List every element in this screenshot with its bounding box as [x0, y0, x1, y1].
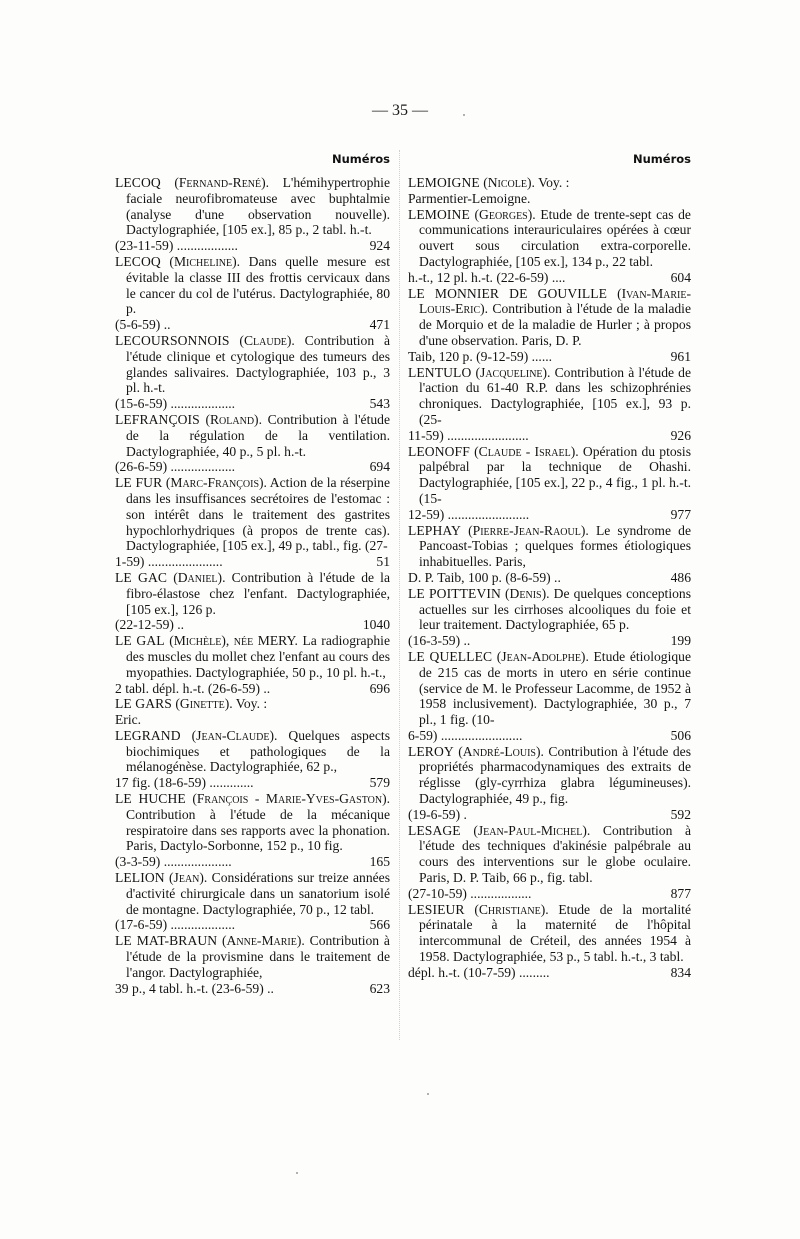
bibliography-entry — [408, 744, 691, 823]
bibliography-entry — [115, 728, 390, 791]
entry-title: Contribution à l'étude des techniques d'akinésie palpébrale au cours des interventions sur le globe oculaire. Paris, D. P. Taib, 66 p., fig. tabl. — [419, 822, 692, 886]
author-surname: LE MAT-BRAUN — [115, 933, 218, 949]
entry-date: Eric. — [115, 712, 142, 728]
entry-date: 17 fig. (18-6-59) ............. — [115, 775, 254, 791]
entry-date: Taib, 120 p. (9-12-59) ...... — [408, 348, 553, 364]
entry-list — [408, 175, 691, 981]
author-surname: LEROY — [408, 743, 454, 759]
author-surname: LEMOIGNE — [408, 175, 480, 190]
entry-date: 11-59) ........................ — [408, 427, 529, 443]
bibliography-entry — [115, 254, 390, 333]
entry-number: 694 — [369, 459, 390, 475]
author-given-names: (Jean-Adolphe). — [496, 648, 589, 664]
entry-title: L'hémihypertrophie faciale neurofibromateuse avec buphtalmie (analyse d'une observation nouvelle). Dactylographiée, [105 ex.], 85 p., 2 tabl. h.-t. — [126, 175, 390, 238]
entry-title: Le syndrome de Pancoast-Tobias ; quelques formes étiologiques inhabituelles. Paris, — [419, 522, 692, 570]
entry-date: dépl. h.-t. (10-7-59) ......... — [408, 964, 550, 980]
print-speck — [296, 1172, 298, 1174]
entry-title: Contribution à l'étude de la régulation de la ventilation. Dactylographiée, 40 p., 5 pl. h.-t. — [126, 411, 390, 459]
entry-title: Contribution à l'étude de l'action du 61-40 R.P. dans les schizophrénies chroniques. Dactylographiée, [105 ex.], 93 p. (25- — [419, 364, 691, 427]
author-given-names: (Marc-François). — [165, 475, 267, 491]
entry-number: 924 — [369, 238, 390, 254]
author-given-names: (Ginette). — [175, 696, 233, 712]
entry-number: 579 — [369, 775, 390, 791]
bibliography-entry — [115, 412, 390, 475]
column-header: Numéros — [331, 152, 390, 166]
author-given-names: (Christiane). — [474, 901, 549, 917]
page-number: — 35 — — [372, 102, 428, 119]
author-given-names: (André-Louis). — [458, 743, 544, 759]
entry-number: 165 — [369, 854, 390, 870]
author-surname: LECOURSONNOIS — [115, 332, 230, 348]
author-given-names: (Jean-Claude). — [191, 727, 278, 743]
entry-number: 471 — [369, 317, 390, 333]
author-given-names: (Ivan-Marie-Louis-Eric). — [419, 285, 692, 317]
author-surname: LE MONNIER DE GOUVILLE — [408, 285, 608, 301]
author-given-names: (Jacqueline). — [475, 364, 551, 380]
bibliography-entry — [408, 586, 691, 649]
entry-title: Contribution à l'étude de la mécanique respiratoire dans ses rapports avec la phonation. Paris, Dactylo-Sorbonne, 152 p., 10 fig. — [126, 806, 390, 854]
entry-title: Contribution à l'étude clinique et cytologique des tumeurs des glandes salivaires. Dactylographiée, 103 p., 3 pl. h.-t. — [126, 332, 390, 396]
entry-title: Action de la réserpine dans les insuffisances secrétoires de l'estomac : son intérêt dans le traitement des gastrites hypochlorhydriques (à propos de trente cas). Dactylographiée, [105 ex.], 49 p., tabl., fig. (27- — [126, 475, 390, 554]
author-given-names: (Jean). — [169, 870, 208, 886]
author-given-names: (Anne-Marie). — [222, 933, 305, 949]
author-surname: LEPHAY — [408, 522, 461, 538]
author-surname: LEONOFF — [408, 443, 470, 459]
author-given-names: (Claude - Israel). — [474, 443, 579, 459]
entry-title: Opération du ptosis palpébral par la technique de Ohashi. Dactylographiée, [105 ex.], 22 p., 4 fig., 1 pl. h.-t. (15- — [419, 443, 691, 506]
author-surname: LE HUCHE — [115, 791, 186, 807]
entry-number: 977 — [670, 506, 691, 522]
bibliography-entry — [115, 333, 390, 412]
entry-number: 543 — [369, 396, 390, 412]
entry-number: 834 — [670, 964, 691, 980]
entry-title: Contribution à l'étude de la provismine dans le traitement de l'angor. Dactylographiée, — [126, 933, 390, 980]
entry-date: 6-59) ........................ — [408, 727, 523, 743]
entry-title: Quelques aspects biochimiques et pathologiques de la mélanogénèse. Dactylographiée, 62 p., — [126, 727, 390, 775]
bibliography-entry — [408, 523, 691, 586]
bibliography-entry — [408, 902, 691, 981]
author-surname: LE GARS — [115, 696, 172, 712]
author-surname: LE FUR — [115, 475, 163, 491]
author-given-names: (Daniel). — [173, 569, 226, 585]
bibliography-entry — [408, 175, 691, 207]
entry-number: 877 — [670, 885, 691, 901]
bibliography-entry — [115, 175, 390, 254]
author-given-names: (François - Marie-Yves-Gaston). — [192, 791, 390, 807]
column-divider — [399, 150, 400, 1040]
print-speck — [427, 1093, 429, 1095]
entry-number: 51 — [376, 554, 390, 570]
author-surname: LELION — [115, 870, 165, 886]
author-given-names: (Jean-Paul-Michel). — [473, 822, 591, 838]
right-column — [408, 152, 691, 981]
bibliography-entry — [115, 870, 390, 933]
entry-number: 1040 — [362, 617, 390, 633]
bibliography-entry — [408, 365, 691, 444]
entry-date: 12-59) ........................ — [408, 506, 530, 522]
entry-date: 2 tabl. dépl. h.-t. (26-6-59) .. — [115, 680, 271, 696]
author-given-names: (Micheline). — [169, 253, 241, 269]
author-given-names: (Georges). — [474, 206, 536, 222]
author-surname: LECOQ — [115, 253, 161, 269]
entry-title: Voy. : — [235, 696, 268, 712]
entry-date: (3-3-59) .................... — [115, 854, 232, 870]
entry-date: (27-10-59) .................. — [408, 885, 532, 901]
author-surname: LE POITTEVIN — [408, 585, 501, 601]
author-surname: LEGRAND — [115, 727, 181, 743]
entry-title: Contribution à l'étude de la fibro-élastose chez l'enfant. Dactylographiée, [105 ex.], 126 p. — [126, 569, 390, 617]
entry-number: 961 — [670, 348, 691, 364]
author-given-names: (Michèle), née MERY. — [169, 633, 298, 649]
author-given-names: (Claude). — [239, 332, 295, 348]
print-speck — [463, 114, 465, 116]
author-surname: LE QUELLEC — [408, 648, 493, 664]
author-given-names: (Fernand-René). — [174, 175, 270, 190]
bibliography-entry — [408, 444, 691, 523]
entry-title: Etude de trente-sept cas de communications interauriculaires opérées à cœur ouvert sous circulation extra-corporelle. Dactylographiée, [105 ex.], 134 p., 22 tabl. — [419, 206, 691, 269]
entry-title: Contribution à l'étude de la maladie de Morquio et de la maladie de Hurler ; à propos d'une observation. Paris, D. P. — [419, 301, 691, 348]
entry-title: Contribution à l'étude des propriétés pharmacodynamiques des extraits de réglisse (gly-cyrrhiza glabra légumineuses). Dactylographiée, 49 p., fig. — [419, 743, 692, 807]
author-surname: LECOQ — [115, 175, 161, 190]
entry-number: 604 — [670, 269, 691, 285]
author-given-names: (Roland). — [205, 411, 262, 427]
bibliography-entry — [115, 633, 390, 696]
bibliography-entry — [115, 570, 390, 633]
entry-date: 39 p., 4 tabl. h.-t. (23-6-59) .. — [115, 980, 274, 996]
entry-title: De quelques conceptions actuelles sur les cirrhoses alcooliques du foie et leur traitement. Dactylographiée, 65 p. — [419, 585, 691, 633]
entry-title: La radiographie des muscles du mollet chez l'enfant au cours des myopathies. Dactylographiée, 50 p., 10 pl. h.-t., — [126, 633, 390, 680]
author-surname: LENTULO — [408, 364, 472, 380]
bibliography-entry — [115, 791, 390, 870]
entry-date: (5-6-59) .. — [115, 317, 171, 333]
bibliography-entry — [408, 207, 691, 286]
author-given-names: (Denis). — [505, 585, 550, 601]
entry-number: 199 — [670, 633, 691, 649]
author-surname: LE GAC — [115, 569, 168, 585]
entry-title: Dans quelle mesure est évitable la classe III des frottis cervicaux dans le cancer du col de l'utérus. Dactylographiée, 80 p. — [126, 253, 390, 317]
entry-number: 566 — [369, 917, 390, 933]
entry-title: Considérations sur treize années d'activité chirurgicale dans un sanatorium isolé de montagne. Dactylographiée, 70 p., 12 tabl. — [126, 870, 390, 917]
entry-list — [115, 175, 390, 996]
bibliography-entry — [408, 286, 691, 365]
author-given-names: (Pierre-Jean-Raoul). — [468, 522, 589, 538]
author-given-names: (Nicole). — [483, 175, 535, 190]
entry-date: Parmentier-Lemoigne. — [408, 190, 531, 206]
entry-date: 1-59) ...................... — [115, 554, 223, 570]
bibliography-entry — [115, 696, 390, 728]
author-surname: LESIEUR — [408, 901, 465, 917]
entry-number: 506 — [670, 727, 691, 743]
author-surname: LEMOINE — [408, 206, 470, 222]
bibliography-entry — [115, 933, 390, 996]
entry-number: 486 — [670, 569, 691, 585]
left-column — [115, 152, 390, 996]
entry-number: 592 — [670, 806, 691, 822]
entry-title: Voy. : — [538, 175, 570, 190]
entry-number: 926 — [670, 427, 691, 443]
author-surname: LEFRANÇOIS — [115, 411, 200, 427]
entry-date: (22-12-59) .. — [115, 617, 185, 633]
entry-date: (15-6-59) ................... — [115, 396, 236, 412]
column-header: Numéros — [632, 152, 691, 166]
bibliography-entry — [408, 649, 691, 744]
entry-date: (16-3-59) .. — [408, 633, 471, 649]
entry-title: Etude étiologique de 215 cas de morts in utero en série continue (service de M. le Professeur Lacomme, de 1952 à 1958 inclusivement). Dactylographiée, 30 p., 7 pl., 1 fig. (10- — [419, 648, 691, 728]
author-surname: LE GAL — [115, 633, 165, 649]
entry-number: 696 — [369, 680, 390, 696]
entry-date: (23-11-59) .................. — [115, 238, 238, 254]
entry-title: Etude de la mortalité périnatale à la maternité de l'hôpital intercommunal de Créteil, des années 1954 à 1958. Dactylographiée, 53 p., 5 tabl. h.-t., 3 tabl. — [419, 901, 691, 965]
entry-date: D. P. Taib, 100 p. (8-6-59) .. — [408, 569, 561, 585]
entry-date: (26-6-59) ................... — [115, 459, 236, 475]
bibliography-entry — [408, 823, 691, 902]
entry-date: (17-6-59) ................... — [115, 917, 236, 933]
entry-number: 623 — [369, 980, 390, 996]
entry-date: (19-6-59) . — [408, 806, 467, 822]
entry-date: h.-t., 12 pl. h.-t. (22-6-59) .... — [408, 269, 566, 285]
author-surname: LESAGE — [408, 822, 461, 838]
bibliography-entry — [115, 475, 390, 570]
